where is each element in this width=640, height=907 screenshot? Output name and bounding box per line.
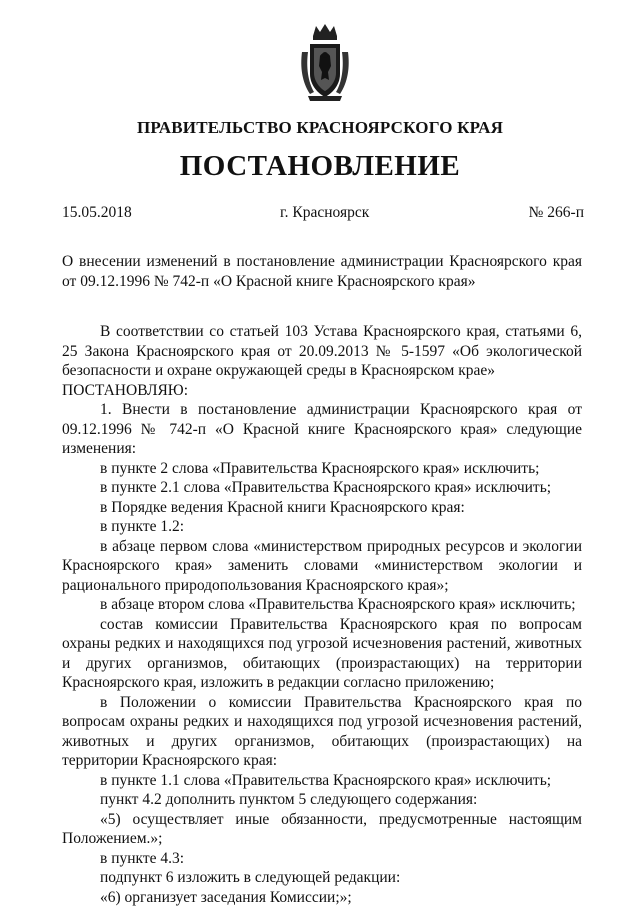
body-paragraph: 1. Внести в постановление администрации Красноярского края от 09.12.1996 № 742-п «О Красной книге Красноярского края» следующие изменения: xyxy=(62,400,582,459)
body-paragraph: в пункте 2.1 слова «Правительства Красноярского края» исключить; xyxy=(62,478,582,498)
body-paragraph: пункт 4.2 дополнить пунктом 5 следующего содержания: xyxy=(62,790,582,810)
body-paragraph: в пункте 2 слова «Правительства Красноярского края» исключить; xyxy=(62,459,582,479)
coat-of-arms-emblem-icon xyxy=(298,22,352,102)
body-paragraph: в Порядке ведения Красной книги Красноярского края: xyxy=(62,498,582,518)
body-paragraph: в абзаце втором слова «Правительства Красноярского края» исключить; xyxy=(62,595,582,615)
body-paragraph: «5) осуществляет иные обязанности, предусмотренные настоящим Положением.»; xyxy=(62,810,582,849)
body-paragraph: подпункт 6 изложить в следующей редакции: xyxy=(62,868,582,888)
preamble-paragraph: В соответствии со статьей 103 Устава Красноярского края, статьями 6, 25 Закона Красноярского края от 20.09.2013 № 5-1597 «Об экологической безопасности и охране окружающей среды в Красноярском крае» xyxy=(62,322,582,381)
body-paragraph: в пункте 4.3: xyxy=(62,849,582,869)
body-paragraph: состав комиссии Правительства Красноярского края по вопросам охраны редких и находящихся под угрозой исчезновения растений, животных и других организмов, обитающих (произрастающих) на территории Красноярского края, изложить в редакции согласно приложению; xyxy=(62,615,582,693)
body-paragraph: «6) организует заседания Комиссии;»; xyxy=(62,888,582,907)
body-paragraph: в Положении о комиссии Правительства Красноярского края по вопросам охраны редких и находящихся под угрозой исчезновения растений, животных и других организмов, обитающих (произрастающих) на территории Красноярского края: xyxy=(62,693,582,771)
government-name: ПРАВИТЕЛЬСТВО КРАСНОЯРСКОГО КРАЯ xyxy=(0,118,640,138)
body-paragraph: в абзаце первом слова «министерством природных ресурсов и экологии Красноярского края» заменить словами «министерством экологии и рационального природопользования Красноярского края»; xyxy=(62,537,582,596)
document-city: г. Красноярск xyxy=(280,204,369,222)
body-paragraph: в пункте 1.1 слова «Правительства Красноярского края» исключить; xyxy=(62,771,582,791)
resolve-heading: ПОСТАНОВЛЯЮ: xyxy=(62,381,582,401)
document-number: № 266-п xyxy=(529,204,584,222)
body-paragraph: в пункте 1.2: xyxy=(62,517,582,537)
document-subject: О внесении изменений в постановление администрации Красноярского края от 09.12.1996 № 742-п «О Красной книге Красноярского края» xyxy=(62,252,582,292)
document-type-title: ПОСТАНОВЛЕНИЕ xyxy=(0,150,640,183)
document-date: 15.05.2018 xyxy=(62,204,132,222)
document-body xyxy=(62,322,582,907)
